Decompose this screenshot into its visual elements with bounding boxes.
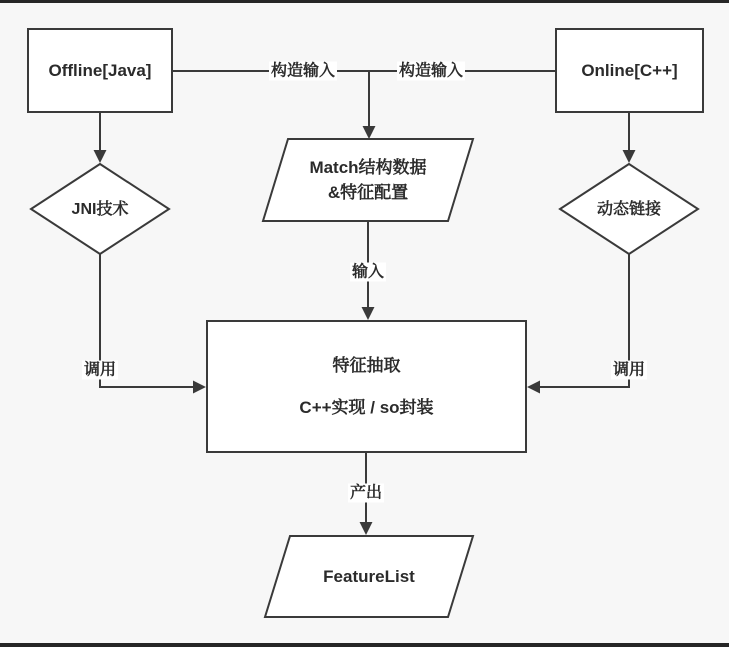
node-dynlink-text: 动态链接 [596,200,661,218]
edge-label-produce: 产出 [349,484,383,502]
edge-label-construct-input-left: 构造输入 [270,62,336,80]
node-offline-text: Offline[Java] [48,61,152,80]
node-match-text-line2: &特征配置 [327,183,409,202]
node-jni-label [31,164,169,254]
edge-label-construct-input-right: 构造输入 [398,62,464,80]
node-dynlink-label [560,164,698,254]
node-featurelist-label [265,536,473,617]
edge-label-input: 输入 [351,263,385,281]
node-extract-label [207,321,526,452]
node-match-label [263,139,473,221]
node-offline-label [28,29,172,112]
node-match-text-line1: Match结构数据 [309,158,427,177]
edge-label-invoke-left: 调用 [83,361,117,379]
node-online-text: Online[C++] [581,61,678,80]
node-jni-text: JNI技术 [71,200,129,218]
edge-label-invoke-right: 调用 [612,361,646,379]
node-featurelist-text: FeatureList [323,567,415,586]
node-online-label [556,29,703,112]
node-extract-text-line1: 特征抽取 [332,356,401,375]
node-extract-text-line2: C++实现 / so封装 [299,398,434,417]
